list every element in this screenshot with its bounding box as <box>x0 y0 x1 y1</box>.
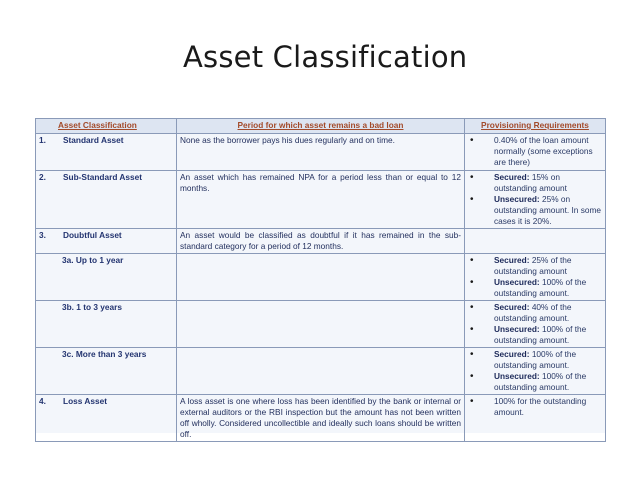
provision-item: • Unsecured: 100% of the outstanding amount. <box>468 277 602 299</box>
header-asset-classification: Asset Classification <box>36 119 177 134</box>
period-cell: A loss asset is one where loss has been identified by the bank or internal or external auditors or the RBI inspection but the amount has not been written off wholly. Considered uncollectible and ideally such loans should be written off. <box>177 395 465 442</box>
provision-item: • Secured: 25% of the outstanding amount <box>468 255 602 277</box>
table-row <box>36 134 606 171</box>
period-cell: None as the borrower pays his dues regularly and on time. <box>177 134 465 171</box>
provision-cell <box>465 301 606 348</box>
provision-item: • Secured: 100% of the outstanding amount. <box>468 349 602 371</box>
classification-cell: 3a. Up to 1 year <box>36 254 177 301</box>
period-cell <box>177 301 465 348</box>
provision-cell <box>465 348 606 395</box>
asset-classification-table <box>35 118 606 442</box>
provision-item: • 0.40% of the loan amount normally (some exceptions are there) <box>468 135 602 168</box>
classification-cell <box>36 134 177 171</box>
provision-cell <box>465 254 606 301</box>
provision-item: • Secured: 15% on outstanding amount <box>468 172 602 194</box>
classification-label: Doubtful Asset <box>63 230 122 240</box>
classification-label: Sub-Standard Asset <box>63 172 142 182</box>
table-row <box>36 348 606 395</box>
classification-cell <box>36 229 177 254</box>
table-row <box>36 395 606 442</box>
table-row <box>36 254 606 301</box>
period-cell: An asset which has remained NPA for a period less than or equal to 12 months. <box>177 171 465 229</box>
provision-item: • 100% for the outstanding amount. <box>468 396 602 418</box>
classification-cell <box>36 171 177 229</box>
header-provisioning: Provisioning Requirements <box>465 119 606 134</box>
provision-item: • Unsecured: 100% of the outstanding amount. <box>468 324 602 346</box>
provision-cell <box>465 171 606 229</box>
row-number: 1. <box>39 135 46 145</box>
classification-label: Loss Asset <box>63 396 107 406</box>
provision-cell <box>465 134 606 171</box>
table-header-row <box>36 119 606 134</box>
row-number: 2. <box>39 172 46 182</box>
period-cell <box>177 254 465 301</box>
provision-item: • Secured: 40% of the outstanding amount. <box>468 302 602 324</box>
table-row <box>36 229 606 254</box>
classification-cell <box>36 395 177 442</box>
period-cell: An asset would be classified as doubtful if it has remained in the sub-standard category for a period of 12 months. <box>177 229 465 254</box>
header-period: Period for which asset remains a bad loan <box>177 119 465 134</box>
classification-cell: 3c. More than 3 years <box>36 348 177 395</box>
provision-cell <box>465 229 606 254</box>
period-cell <box>177 348 465 395</box>
table-row <box>36 301 606 348</box>
provision-cell <box>465 395 606 442</box>
table-row <box>36 171 606 229</box>
provision-item: • Unsecured: 25% on outstanding amount. In some cases it is 20%. <box>468 194 602 227</box>
provision-item: • Unsecured: 100% of the outstanding amount. <box>468 371 602 393</box>
row-number: 3. <box>39 230 46 240</box>
asset-classification-table-container <box>35 118 605 439</box>
row-number: 4. <box>39 396 46 406</box>
classification-label: Standard Asset <box>63 135 124 145</box>
slide-title: Asset Classification <box>183 40 468 74</box>
classification-cell: 3b. 1 to 3 years <box>36 301 177 348</box>
